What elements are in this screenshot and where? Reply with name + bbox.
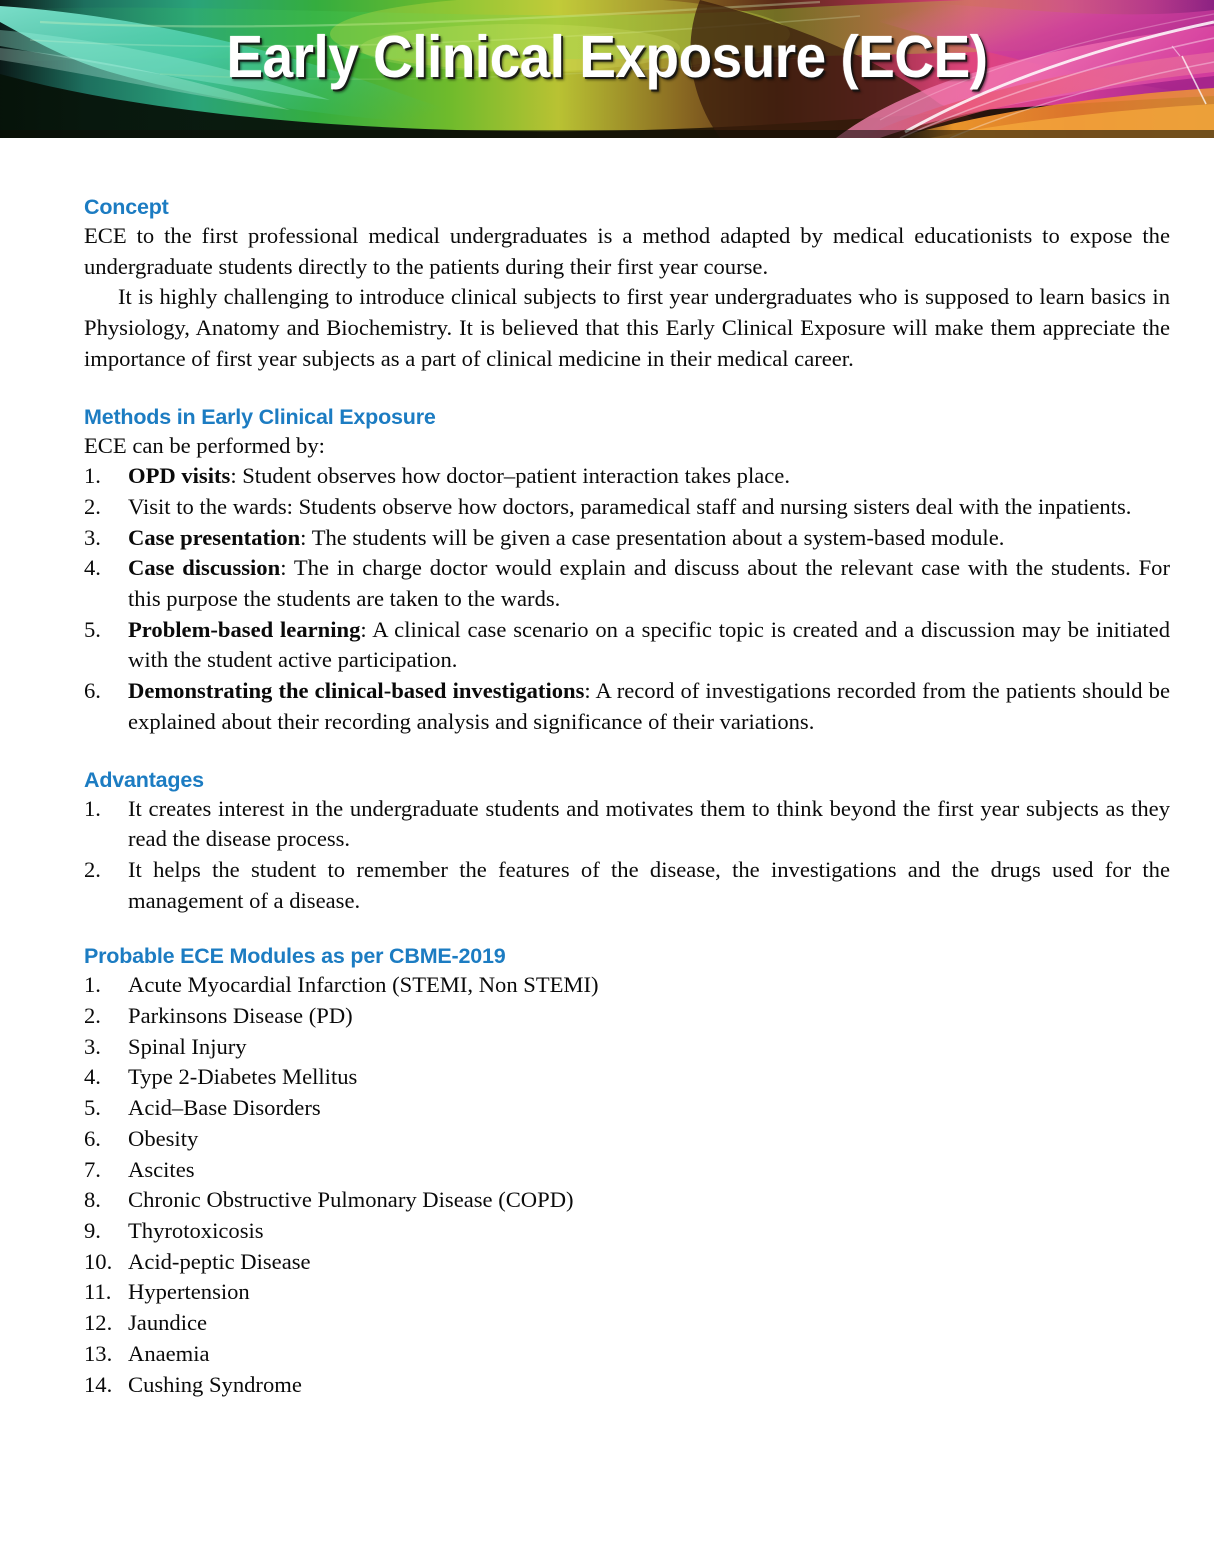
list-item-text: Anaemia xyxy=(128,1340,210,1366)
list-item xyxy=(84,1216,1170,1247)
list-item xyxy=(84,1062,1170,1093)
list-item-number: 4. xyxy=(84,1064,101,1090)
banner-artwork xyxy=(0,0,1214,138)
list-item-number: 5. xyxy=(84,616,101,642)
list-item xyxy=(84,970,1170,1001)
heading-methods: Methods in Early Clinical Exposure xyxy=(84,404,436,429)
list-item-number: 2. xyxy=(84,856,101,882)
list-item-term: Demonstrating the clinical-based investigations xyxy=(128,678,585,704)
list-item xyxy=(84,1032,1170,1063)
section-advantages xyxy=(84,767,1170,917)
list-item xyxy=(84,1247,1170,1278)
list-item-number: 6. xyxy=(84,1125,101,1151)
list-item-number: 13. xyxy=(84,1340,113,1366)
list-item xyxy=(84,1277,1170,1308)
list-item-number: 12. xyxy=(84,1310,113,1336)
section-concept xyxy=(84,194,1170,375)
list-item-number: 4. xyxy=(84,555,101,581)
list-item-number: 9. xyxy=(84,1217,101,1243)
list-item xyxy=(84,461,1170,492)
list-item-term: OPD visits xyxy=(128,463,231,489)
list-item xyxy=(84,1339,1170,1370)
list-item-text: Parkinsons Disease (PD) xyxy=(128,1003,353,1029)
list-item-number: 7. xyxy=(84,1156,101,1182)
list-item-text: It helps the student to remember the features of the disease, the investigations and the drugs used for the management of a disease. xyxy=(128,856,1170,913)
list-item-term: Case discussion xyxy=(128,555,281,581)
list-item xyxy=(84,676,1170,737)
list-item xyxy=(84,1093,1170,1124)
list-item xyxy=(84,1155,1170,1186)
list-item xyxy=(84,1308,1170,1339)
list-item-number: 10. xyxy=(84,1248,113,1274)
list-item-number: 1. xyxy=(84,795,101,821)
list-item xyxy=(84,1370,1170,1401)
list-item-number: 1. xyxy=(84,972,101,998)
list-item-text: Hypertension xyxy=(128,1279,250,1305)
list-item-text: Acid-peptic Disease xyxy=(128,1248,311,1274)
list-item-text: Ascites xyxy=(128,1156,195,1182)
list-item-number: 14. xyxy=(84,1371,113,1397)
list-item xyxy=(84,1124,1170,1155)
list-item-text: : The in charge doctor would explain and discuss about the relevant case with the students. For this purpose the students are taken to the wards. xyxy=(128,555,1171,612)
list-item-term: Problem-based learning xyxy=(128,616,361,642)
section-modules xyxy=(84,943,1170,1400)
heading-advantages: Advantages xyxy=(84,767,204,792)
page-banner xyxy=(0,0,1214,138)
list-item xyxy=(84,855,1170,916)
list-item-text: Type 2-Diabetes Mellitus xyxy=(128,1064,358,1090)
list-item-text: Jaundice xyxy=(128,1310,208,1336)
document-body xyxy=(0,138,1214,1400)
list-item-number: 11. xyxy=(84,1279,112,1305)
list-item-number: 5. xyxy=(84,1095,101,1121)
list-item xyxy=(84,1001,1170,1032)
list-item-text: Spinal Injury xyxy=(128,1033,247,1059)
list-item-text: Visit to the wards: Students observe how doctors, paramedical staff and nursing sisters deal with the inpatients. xyxy=(128,493,1132,519)
heading-modules: Probable ECE Modules as per CBME-2019 xyxy=(84,944,506,969)
list-item-text: Acute Myocardial Infarction (STEMI, Non STEMI) xyxy=(128,972,599,998)
list-item xyxy=(84,553,1170,614)
methods-intro: ECE can be performed by: xyxy=(84,432,325,458)
list-item-text: : A clinical case scenario on a specific topic is created and a discussion may be initiated with the student active participation. xyxy=(128,616,1170,673)
modules-list xyxy=(84,970,1170,1400)
list-item-number: 3. xyxy=(84,1033,101,1059)
list-item-term: Case presentation xyxy=(128,524,301,550)
list-item xyxy=(84,1185,1170,1216)
list-item-text: Cushing Syndrome xyxy=(128,1371,302,1397)
section-methods xyxy=(84,404,1170,738)
list-item-number: 2. xyxy=(84,493,101,519)
advantages-list xyxy=(84,794,1170,917)
list-item-text: Obesity xyxy=(128,1125,199,1151)
list-item-number: 8. xyxy=(84,1187,101,1213)
concept-paragraph-2: It is highly challenging to introduce clinical subjects to first year undergraduates who is supposed to learn basics in Physiology, Anatomy and Biochemistry. It is believed that this Early Clinical Exposure will make them appreciate the importance of first year subjects as a part of clinical medicine in their medical career. xyxy=(84,284,1170,371)
list-item xyxy=(84,492,1170,523)
heading-concept: Concept xyxy=(84,195,169,219)
list-item-number: 3. xyxy=(84,524,101,550)
list-item-number: 6. xyxy=(84,678,101,704)
list-item xyxy=(84,794,1170,855)
list-item-text: Acid–Base Disorders xyxy=(128,1095,321,1121)
list-item-number: 2. xyxy=(84,1003,101,1029)
list-item-text: : The students will be given a case presentation about a system-based module. xyxy=(300,524,1005,550)
list-item-text: Thyrotoxicosis xyxy=(128,1217,264,1243)
methods-list xyxy=(84,461,1170,737)
concept-paragraph-1: ECE to the first professional medical undergraduates is a method adapted by medical educationists to expose the undergraduate students directly to the patients during their first year course. xyxy=(84,223,1170,279)
list-item-text: : Student observes how doctor–patient interaction takes place. xyxy=(230,463,790,489)
list-item xyxy=(84,523,1170,554)
list-item-text: It creates interest in the undergraduate students and motivates them to think beyond the first year subjects as they read the disease process. xyxy=(128,795,1170,852)
list-item-text: Chronic Obstructive Pulmonary Disease (COPD) xyxy=(128,1187,574,1213)
list-item-number: 1. xyxy=(84,463,101,489)
banner-title: Early Clinical Exposure (ECE) xyxy=(226,24,988,90)
list-item-text: : A record of investigations recorded from the patients should be explained about their recording analysis and significance of their variations. xyxy=(128,678,1170,734)
list-item xyxy=(84,615,1170,676)
